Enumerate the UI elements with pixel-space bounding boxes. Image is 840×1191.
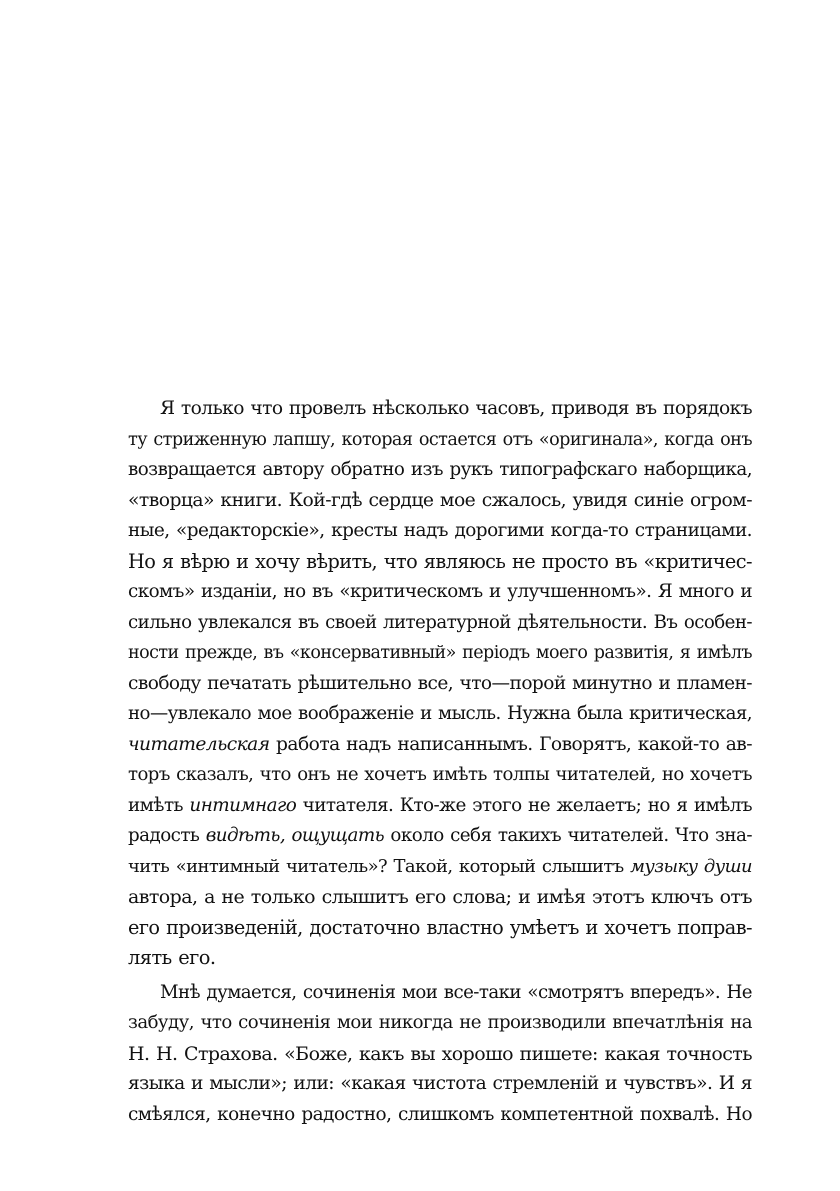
text-line [128, 608, 752, 639]
text-run: около себя такихъ читателей. Что зна- [384, 825, 753, 846]
text-line [128, 913, 752, 944]
text-line [128, 943, 752, 974]
text-line [128, 577, 752, 608]
text-line [128, 978, 752, 1009]
text-line [128, 730, 752, 761]
text-run: торъ сказалъ, что онъ не хочетъ имѣть толпы читателей, но хочетъ [128, 764, 752, 785]
text-run: «творца» книги. Кой-гдѣ сердце мое сжалось, увидя синіе огром- [128, 489, 752, 511]
text-line [128, 516, 752, 547]
text-line [128, 882, 752, 913]
emphasized-text: интимнаго [189, 794, 297, 816]
text-run: ные, «редакторскіе», кресты надъ дорогими когда-то страницами. [128, 520, 752, 541]
text-run: языка и мысли»; или: «какая чистота стремленій и чувствъ». И я [128, 1073, 752, 1094]
text-line [128, 1039, 752, 1070]
text-run: читателя. Кто-же этого не желаетъ; но я имѣлъ [296, 794, 752, 816]
text-line [128, 852, 752, 883]
text-line [128, 699, 752, 730]
text-run: Н. Н. Страхова. «Боже, какъ вы хорошо пишете: какая точность [128, 1042, 752, 1065]
text-line [128, 1100, 752, 1131]
text-run: лять его. [128, 946, 216, 969]
text-run: имѣть [128, 794, 190, 816]
text-line [128, 455, 752, 486]
text-run: Мнѣ думается, сочиненія мои все-таки «смотрятъ впередъ». Не [160, 981, 752, 1003]
text-run: чить «интимный читатель»? Такой, который слышитъ [128, 855, 631, 877]
text-run: забуду, что сочиненія мои никогда не производили впечатлѣнія на [128, 1012, 752, 1033]
text-line [128, 547, 752, 578]
text-line [128, 394, 752, 425]
text-line [128, 760, 752, 791]
text-run: но—увлекало мое воображеніе и мысль. Нужна была критическая, [128, 703, 752, 724]
text-line [128, 1008, 752, 1039]
text-run: радость [128, 825, 206, 846]
emphasized-text: видѣть, ощущать [205, 825, 385, 846]
emphasized-text: читательская [128, 733, 270, 755]
text-line [128, 821, 752, 852]
text-line [128, 791, 752, 822]
text-run: ности прежде, въ «консервативный» періодъ моего развитія, я имѣлъ [128, 643, 752, 663]
text-run: его произведеній, достаточно властно умѣетъ и хочетъ поправ- [128, 915, 752, 939]
text-run: возвращается автору обратно изъ рукъ типографскаго наборщика, [128, 459, 752, 480]
text-run: Но я вѣрю и хочу вѣрить, что являюсь не просто въ «критичес- [128, 549, 752, 573]
text-run: сильно увлекался въ своей литературной дѣятельности. Въ особен- [128, 611, 752, 633]
body-text [128, 394, 752, 1130]
paragraph [128, 978, 752, 1131]
text-run: скомъ» изданіи, но въ «критическомъ и улучшенномъ». Я много и [128, 581, 752, 602]
text-run: смѣялся, конечно радостно, слишкомъ компетентной похвалѣ. Но [128, 1103, 752, 1125]
text-line [128, 1069, 752, 1100]
text-line [128, 669, 752, 700]
emphasized-text: музыку души [630, 855, 752, 877]
text-run: Я только что провелъ нѣсколько часовъ, приводя въ порядокъ [160, 398, 752, 419]
text-run: работа надъ написаннымъ. Говорятъ, какой-то ав- [269, 733, 752, 755]
text-line [128, 638, 752, 669]
text-run: ту стриженную лапшу, которая остается отъ «оригинала», когда онъ [128, 429, 752, 450]
paragraph [128, 394, 752, 974]
text-run: свободу печатать рѣшительно все, что—порой минутно и пламен- [128, 672, 752, 694]
text-run: автора, а не только слышитъ его слова; и имѣя этотъ ключъ отъ [128, 886, 752, 908]
text-line [128, 486, 752, 517]
text-line [128, 425, 752, 456]
